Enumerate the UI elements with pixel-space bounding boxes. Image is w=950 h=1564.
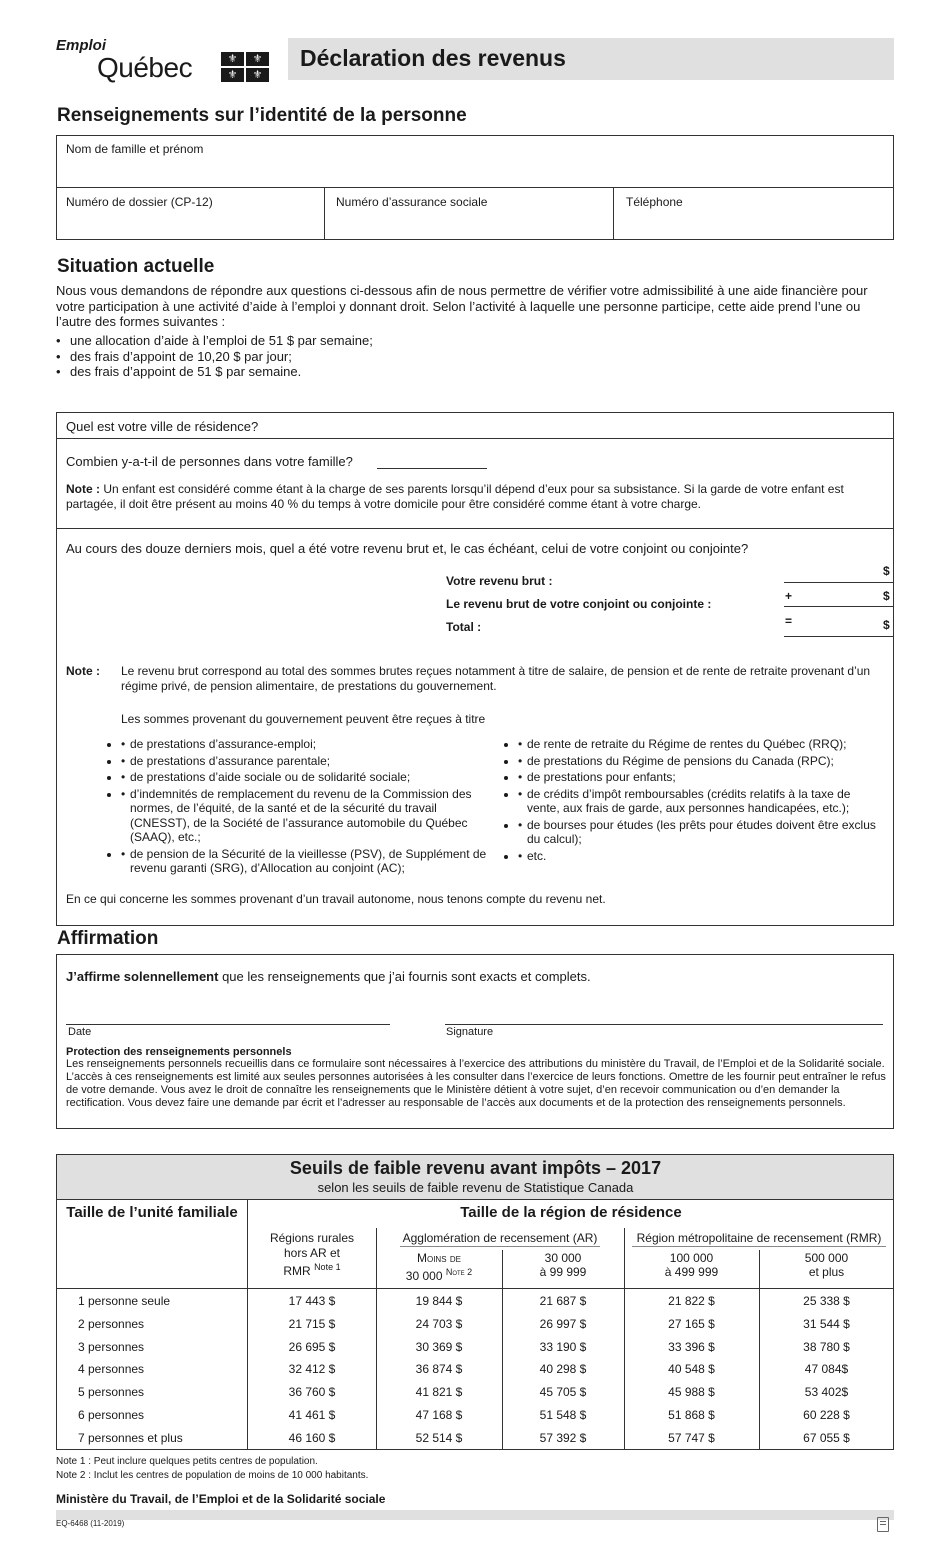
list-item: • des frais d’appoint de 51 $ par semaine. [56, 364, 856, 380]
list-item: • • de bourses pour études (les prêts pour études doivent être exclus du calcul); [518, 818, 878, 847]
situation-intro: Nous vous demandons de répondre aux questions ci-dessous afin de nous permettre de vérifier votre admissibilité à une aide financière pour votre participation à une activité d’aide à l’emploi y donnant droit. Selon l’activité à laquelle une personne participe, cette aide prend l’une ou l’autre des formes suivantes : [56, 283, 868, 329]
table-cell: 52 514 $ [415, 1430, 463, 1445]
col-family-size: Taille de l’unité familiale [66, 1204, 238, 1221]
table-cell: 40 548 $ [668, 1362, 715, 1377]
privacy-title: Protection des renseignements personnels [66, 1046, 292, 1058]
family-question: Combien y-a-t-il de personnes dans votre famille? [66, 454, 353, 469]
ar-header: Agglomération de recensement (AR) [402, 1231, 598, 1245]
list-item: • • etc. [518, 849, 878, 864]
phone-field[interactable]: Téléphone [626, 195, 683, 209]
page-title: Déclaration des revenus [300, 45, 566, 71]
table-cell: 19 844 $ [415, 1294, 463, 1308]
city-question: Quel est votre ville de résidence? [66, 419, 259, 434]
table-cell: 57 392 $ [539, 1430, 587, 1445]
table-cell: 60 228 $ [803, 1408, 850, 1422]
affirmation-heading: Affirmation [57, 928, 159, 949]
date-label: Date [68, 1026, 92, 1038]
signature-input[interactable] [445, 1024, 883, 1025]
document-icon [877, 1517, 889, 1532]
table-cell: 30 369 $ [415, 1339, 463, 1354]
table-cell: 26 695 $ [288, 1339, 336, 1354]
table-cell: 40 298 $ [539, 1362, 587, 1377]
row-label: 3 personnes [78, 1339, 145, 1354]
list-item: • • d’indemnités de remplacement du revenu de la Commission des normes, de l’équité, de la santé et de la sécurité du travail (CNESST), de la Société de l’assurance automobile du Québec (SAAQ), etc.; [121, 787, 491, 845]
affirmation-rest: que les renseignements que j’ai fournis sont exacts et complets. [218, 969, 591, 984]
logo-emploi: Emploi [56, 37, 107, 54]
table-cell: 21 687 $ [539, 1294, 587, 1308]
dollar-sign: $ [883, 564, 890, 578]
row-label: 7 personnes et plus [78, 1430, 183, 1445]
table-cell: 27 165 $ [668, 1316, 715, 1331]
table-cell: 67 055 $ [803, 1430, 850, 1445]
table-cell: 47 168 $ [415, 1408, 463, 1422]
table-cell: 17 443 $ [288, 1294, 336, 1308]
affirmation-bold: J’affirme solennellement [66, 969, 219, 984]
table-cell: 46 160 $ [288, 1430, 336, 1445]
table-note-1: Note 1 : Peut inclure quelques petits centres de population. [56, 1456, 318, 1467]
form-code: EQ-6468 (11-2019) [56, 1519, 125, 1528]
col-region-size: Taille de la région de résidence [460, 1204, 682, 1221]
plus-sign: + [785, 589, 793, 603]
table-cell: 25 338 $ [803, 1294, 850, 1308]
list-item: • • de crédits d’impôt remboursables (crédits relatifs à la taxe de vente, aux frais de garde, aux personnes handicapées, etc.); [518, 787, 878, 816]
table-cell: 33 190 $ [539, 1339, 587, 1354]
privacy-text: Les renseignements personnels recueillis dans ce formulaire sont nécessaires à l’exercice des attributions du ministère du Travail, de l’Emploi et de la Solidarité sociale. L’accès à ces renseignements est limité aux seules personnes autorisées à les consulter dans l’exercice de leurs fonctions. Omettre de les fournir peut entraîner le refus de votre demande. Vous avez le droit de connaître les renseignements que le Ministère détient à votre sujet, d’en recevoir communication ou d’en demander la rectification. Vous devez faire une demande par écrit et l’adresser au responsable de l’accès aux documents et de la protection des renseignements personnels. [66, 1058, 886, 1109]
table-cell: 33 396 $ [668, 1339, 715, 1354]
table-cell: 36 760 $ [288, 1385, 336, 1400]
list-item: • • de prestations d’assurance parentale; [121, 754, 491, 769]
row-label: 6 personnes [78, 1408, 145, 1422]
table-cell: 38 780 $ [803, 1339, 850, 1354]
table-cell: 45 988 $ [668, 1385, 715, 1400]
equals-sign: = [785, 614, 793, 628]
gov-list-right [518, 737, 878, 863]
table-cell: 41 821 $ [415, 1385, 463, 1400]
table-subtitle: selon les seuils de faible revenu de Statistique Canada [317, 1180, 634, 1195]
list-item: • • de prestations du Régime de pensions du Canada (RPC); [518, 754, 878, 769]
list-item: • des frais d’appoint de 10,20 $ par jour; [56, 349, 856, 365]
row-label: 2 personnes [78, 1316, 145, 1331]
list-item: • • de rente de retraite du Régime de rentes du Québec (RRQ); [518, 737, 878, 752]
affirmation-statement [66, 969, 591, 985]
income-note: Le revenu brut correspond au total des sommes brutes reçues notamment à titre de salaire, de pension et de rente de retraite provenant d’un régime privé, de pension alimentaire, de prestations du gouvernement. [121, 664, 871, 693]
table-cell: 47 084$ [804, 1362, 849, 1377]
note-label: Note : [66, 664, 100, 678]
logo-quebec: Québec [97, 52, 193, 83]
table-note-2: Note 2 : Inclut les centres de population de moins de 10 000 habitants. [56, 1470, 369, 1481]
rmr-large-header: 500 000 et plus [804, 1251, 849, 1279]
identity-heading: Renseignements sur l’identité de la personne [57, 105, 467, 126]
dollar-sign: $ [883, 618, 890, 632]
aid-forms-list [56, 333, 856, 380]
situation-heading: Situation actuelle [57, 256, 215, 277]
your-income-label: Votre revenu brut : [446, 574, 553, 588]
footer-bar [56, 1510, 894, 1520]
ministry-name: Ministère du Travail, de l’Emploi et de la Solidarité sociale [56, 1492, 386, 1506]
gov-intro: Les sommes provenant du gouvernement peuvent être reçues à titre [121, 712, 486, 726]
dollar-sign: $ [883, 589, 890, 603]
rmr-header: Région métropolitaine de recensement (RMR) [636, 1231, 882, 1245]
table-cell: 21 822 $ [668, 1294, 715, 1308]
total-label: Total : [446, 620, 482, 634]
table-cell: 57 747 $ [668, 1430, 715, 1445]
table-cell: 53 402$ [804, 1385, 849, 1400]
sin-field[interactable]: Numéro d’assurance sociale [336, 195, 488, 209]
gov-list-left [121, 737, 491, 876]
table-cell: 36 874 $ [415, 1362, 463, 1377]
table-cell: 51 548 $ [539, 1408, 587, 1422]
table-cell: 32 412 $ [288, 1362, 336, 1377]
file-number-field[interactable]: Numéro de dossier (CP-12) [66, 195, 213, 209]
table-cell: 51 868 $ [668, 1408, 715, 1422]
income-question: Au cours des douze derniers mois, quel a été votre revenu brut et, le cas échéant, celui de votre conjoint ou conjointe? [66, 541, 749, 556]
list-item: • • de pension de la Sécurité de la vieillesse (PSV), de Supplément de revenu garanti (SRG), d’Allocation au conjoint (AC); [121, 847, 491, 876]
table-cell: 24 703 $ [415, 1316, 463, 1331]
rmr-small-header: 100 000 à 499 999 [664, 1251, 719, 1279]
list-item: • • de prestations d’assurance-emploi; [121, 737, 491, 752]
your-income-input[interactable] [784, 582, 894, 583]
row-label: 4 personnes [78, 1362, 145, 1377]
fleur-de-lys-flag-icon: ⚜ ⚜ ⚜ ⚜ [221, 52, 269, 82]
list-item: • une allocation d’aide à l’emploi de 51 $ par semaine; [56, 333, 856, 349]
spouse-income-input[interactable] [784, 606, 894, 607]
row-label: 5 personnes [78, 1385, 145, 1400]
family-note [66, 482, 886, 511]
list-item: • • de prestations d’aide sociale ou de solidarité sociale; [121, 770, 491, 785]
table-cell: 45 705 $ [539, 1385, 587, 1400]
list-item: • • de prestations pour enfants; [518, 770, 878, 785]
table-title: Seuils de faible revenu avant impôts – 2017 [289, 1158, 662, 1178]
name-field[interactable]: Nom de famille et prénom [66, 142, 204, 156]
rural-header: Régions rurales hors AR et RMR $^{Note 1}$ [269, 1231, 355, 1278]
table-cell: 21 715 $ [288, 1316, 336, 1331]
signature-label: Signature [446, 1026, 494, 1038]
row-label: 1 personne seule [78, 1294, 171, 1308]
table-cell: 41 461 $ [288, 1408, 336, 1422]
self-employed-note: En ce qui concerne les sommes provenant d’un travail autonome, nous tenons compte du revenu net. [66, 892, 606, 906]
total-input[interactable] [784, 636, 894, 637]
table-cell: 31 544 $ [803, 1316, 850, 1331]
note-label: Note : [66, 482, 100, 496]
ar-large-header: 30 000 à 99 999 [539, 1251, 587, 1279]
family-note-text: Un enfant est considéré comme étant à la charge de ses parents lorsqu’il dépend d’eux pour sa subsistance. Si la garde de votre enfant est partagée, il doit être présent au moins 40 % du temps à votre domicile pour être considéré comme étant à votre charge. [66, 482, 844, 511]
family-count-input[interactable] [377, 468, 487, 469]
ar-small-header: Moins de 30 000 $^{Note 2}$ [405, 1251, 473, 1283]
spouse-income-label: Le revenu brut de votre conjoint ou conjointe : [446, 597, 712, 611]
date-input[interactable] [66, 1024, 390, 1025]
table-cell: 26 997 $ [539, 1316, 587, 1331]
